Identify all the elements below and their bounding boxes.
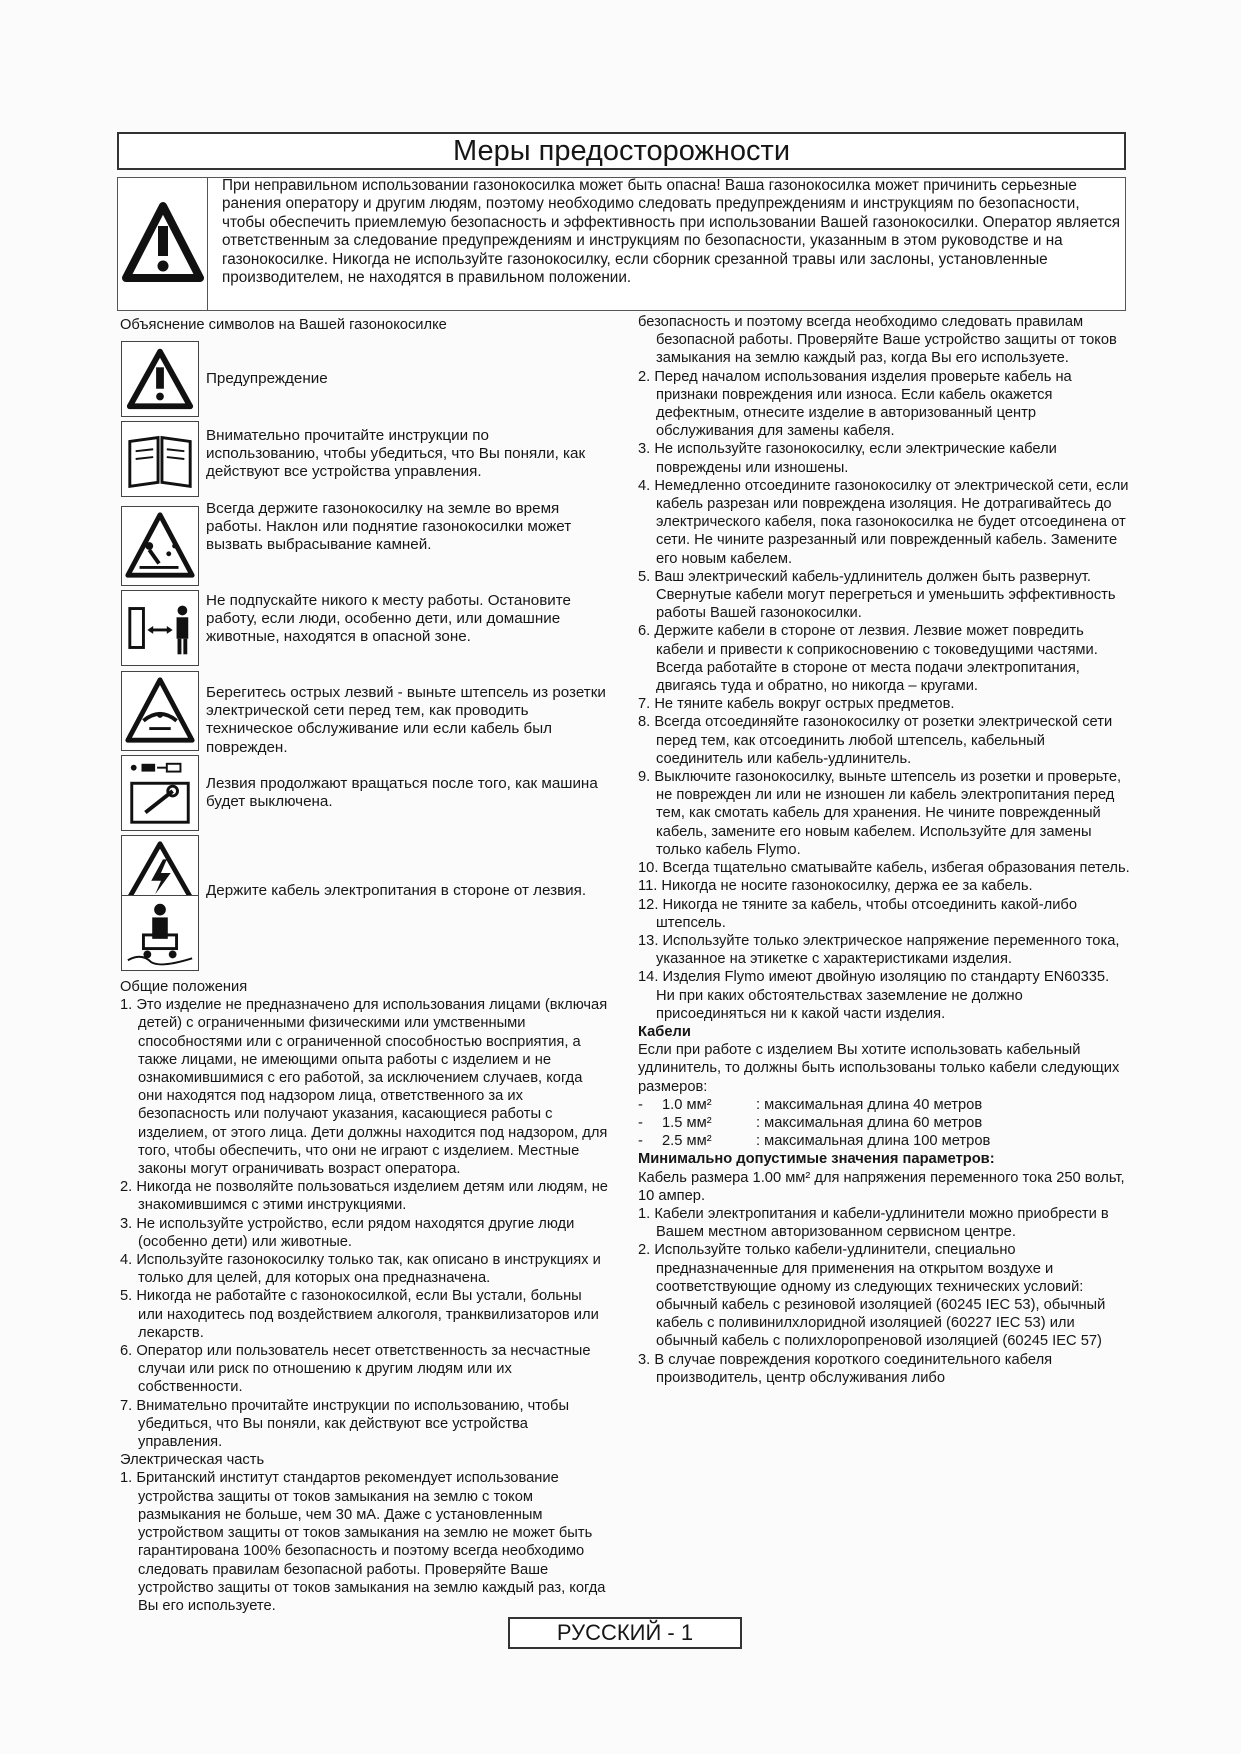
list-item: 4. Немедленно отсоедините газонокосилку от электрической сети, если кабель разрезан или повреждена изоляция. Не дотрагивайтесь до электрического кабеля, пока газонокосилка не будет отсоединена от сети. Не чините разрезанный или поврежденный кабель. Замените его новым кабелем. — [638, 477, 1129, 567]
symbol-text: Не подпускайте никого к месту работы. Остановите работу, если люди, особенно дети, или домашние животные, находятся в опасной зоне. — [206, 592, 571, 646]
warning-triangle-icon — [118, 178, 208, 310]
symbol-text: Предупреждение — [206, 370, 328, 387]
read-manual-icon — [121, 421, 199, 497]
symbol-text: Держите кабель электропитания в стороне от лезвия. — [206, 882, 587, 899]
list-item: 8. Всегда отсоединяйте газонокосилку от розетки электрической сети перед тем, как отсоединить любой штепсель, кабельный соединитель или кабель-удлинитель. — [638, 714, 1113, 767]
list-item: 6. Оператор или пользователь несет ответственность за несчастные случаи или риск по отношению к другим людям или их собственности. — [120, 1343, 591, 1396]
list-item: 9. Выключите газонокосилку, выньте штепсель из розетки и проверьте, не поврежден ли или не изношен ли кабель электропитания перед тем, как смотать кабель для хранения. Не чините поврежденный кабель, замените его новым кабелем. Используйте для замены только кабель Flymo. — [638, 769, 1122, 858]
symbol-text: Берегитесь острых лезвий - выньте штепсель из розетки электрической сети перед тем, как проводить техническое обслуживание или если кабель был поврежден. — [206, 684, 606, 756]
list-item: 5. Ваш электрический кабель-удлинитель должен быть развернут. Свернутые кабели могут перегреться и уменьшить эффективность работы Вашей газонокосилки. — [638, 568, 1116, 622]
symbol-text: Всегда держите газонокосилку на земле во время работы. Наклон или поднятие газонокосилки может вызвать выбрасывание камней. — [206, 500, 572, 554]
list-item: 1. Британский институт стандартов рекомендует использование устройства защиты от токов замыкания на землю с током размыкания не больше, чем 30 мА. Даже с установленным устройством защиты от токов замыкания на землю не может быть гарантирована 100% безопасность и поэтому всегда необходимо следовать правилам безопасной работы. Проверяйте Ваше устройство защиты от токов замыкания на землю каждый раз, когда Вы его используете. — [120, 1470, 606, 1614]
list-item: 6. Держите кабели в стороне от лезвия. Лезвие может повредить кабели и привести к соприкосновению с токоведущими частями. Всегда работайте в стороне от места подачи электропитания, двигаясь туда и обратно, но никогда – кругами. — [638, 623, 1098, 695]
unplug-maintenance-icon — [121, 755, 199, 831]
list-item-continued — [638, 313, 1130, 368]
cables-intro: Если при работе с изделием Вы хотите использовать кабельный удлинитель, то должны быть использованы только кабели следующих размеров: — [638, 1042, 1120, 1095]
list-item: 1. Это изделие не предназначено для использования лицами (включая детей) с ограниченными физическими или умственными способностями или с ограниченной способностью восприятия, а также лицами, не имеющими опыта работы с изделием и не ознакомившимися с его работой, за исключением случаев, когда они находятся под надзором лица, ответственного за их безопасность или получают указания, касающиеся работы с изделием, от этого лица. Дети должны находится под надзором, для того, чтобы обеспечить, что они не играют с изделием. Местные законы могут ограничивать возраст оператора. — [120, 997, 608, 1178]
keep-distance-icon — [121, 590, 199, 666]
cable-size-row: - 2.5 мм² : максимальная длина 100 метров — [638, 1133, 991, 1150]
list-item: 2. Используйте только кабели-удлинители, специально предназначенные для применения на открытом воздухе и соответствующие одному из следующих технических условий: обычный кабель с резиновой изоляцией (60245 IEC 53), обычный кабель с поливинилхлоридной изоляцией (60227 IEC 53) или обычный кабель с полихлоропреновой изоляцией (60245 IEC 57) — [638, 1242, 1106, 1350]
list-item: 7. Не тяните кабель вокруг острых предметов. — [638, 696, 955, 713]
cable-size-row: - 1.0 мм² : максимальная длина 40 метров — [638, 1096, 983, 1113]
min-heading: Минимально допустимые значения параметров: — [638, 1151, 995, 1168]
symbol-text: Лезвия продолжают вращаться после того, как машина будет выключена. — [206, 775, 598, 811]
electric-heading: Электрическая часть — [120, 1452, 265, 1469]
general-heading: Общие положения — [120, 979, 248, 995]
list-item: 11. Никогда не носите газонокосилку, держа ее за кабель. — [638, 878, 1033, 895]
list-item: 3. Не используйте устройство, если рядом находятся другие люди (особенно дети) или животные. — [120, 1215, 575, 1250]
list-item: 14. Изделия Flymo имеют двойную изоляцию по стандарту EN60335. Ни при каких обстоятельствах заземление не должно присоединяться ни к какой части изделия. — [638, 969, 1110, 1022]
warning-triangle-icon — [121, 341, 199, 417]
list-item: 4. Используйте газонокосилку только так, как описано в инструкциях и только для целей, для которых она предназначена. — [120, 1252, 601, 1287]
intro-text: При неправильном использовании газонокосилка может быть опасна! Ваша газонокосилка может причинить серьезные ранения оператору и другим людям, поэтому необходимо следовать предупреждениям и инструкциям по безопасности, чтобы обеспечить приемлемую безопасность и эффективность при использовании Вашей газонокосилки. Оператор является ответственным за следование предупреждениям и инструкциям по безопасности, указанным в этом руководстве и на газонокосилке. Никогда не используйте газонокосилку, если сборник срезанной травы или заслоны, установленные производителем, не находятся в правильном положении. — [222, 177, 1121, 287]
list-item: 2. Никогда не позволяйте пользоваться изделием детям или людям, не знакомившимся с этими инструкциями. — [120, 1179, 608, 1214]
cables-heading: Кабели — [638, 1023, 691, 1040]
sharp-blades-icon — [121, 671, 199, 751]
list-item: 2. Перед началом использования изделия проверьте кабель на признаки повреждения или износа. Если кабель окажется дефектным, отнесите изделие в авторизованный центр обслуживания для замены кабеля. — [638, 368, 1072, 440]
left-column — [120, 978, 608, 1614]
list-item: 12. Никогда не тяните за кабель, чтобы отсоединить какой-либо штепсель. — [638, 896, 1078, 931]
list-item: 3. Не используйте газонокосилку, если электрические кабели повреждены или изношены. — [638, 441, 1057, 476]
list-item: 13. Используйте только электрическое напряжение переменного тока, указанное на этикетке с характеристиками изделия. — [638, 932, 1120, 968]
cable-away-icon — [121, 895, 199, 971]
thrown-objects-icon — [121, 506, 199, 586]
cable-size-row: - 1.5 мм² : максимальная длина 60 метров — [638, 1114, 983, 1131]
list-item: 5. Никогда не работайте с газонокосилкой, если Вы устали, больны или находитесь под воздействием алкоголя, транквилизаторов или лекарств. — [120, 1288, 599, 1341]
list-item: 7. Внимательно прочитайте инструкции по использованию, чтобы убедиться, что Вы поняли, как действуют все устройства управления. — [120, 1397, 569, 1451]
symbol-text: Внимательно прочитайте инструкции по использованию, чтобы убедиться, что Вы поняли, как действуют все устройства управления. — [206, 427, 586, 481]
min-text: Кабель размера 1.00 мм² для напряжения переменного тока 250 вольт, 10 ампер. — [638, 1169, 1125, 1204]
page-footer: РУССКИЙ - 1 — [508, 1617, 742, 1649]
list-item: 1. Кабели электропитания и кабели-удлинители можно приобрести в Вашем местном авторизованном сервисном центре. — [638, 1205, 1109, 1241]
list-item: 10. Всегда тщательно сматывайте кабель, избегая образования петель. — [638, 860, 1130, 877]
page-title: Меры предосторожности — [117, 132, 1126, 170]
list-item: 3. В случае повреждения короткого соединительного кабеля производитель, центр обслуживания либо — [638, 1351, 1053, 1386]
electric-item-1-continued: безопасность и поэтому всегда необходимо следовать правилам безопасной работы. Проверяйте Ваше устройство защиты от токов замыкания на землю каждый раз, когда Вы его используете. — [638, 314, 1117, 367]
symbols-heading: Объяснение символов на Вашей газонокосилке — [120, 317, 447, 333]
right-column — [638, 313, 1130, 1387]
